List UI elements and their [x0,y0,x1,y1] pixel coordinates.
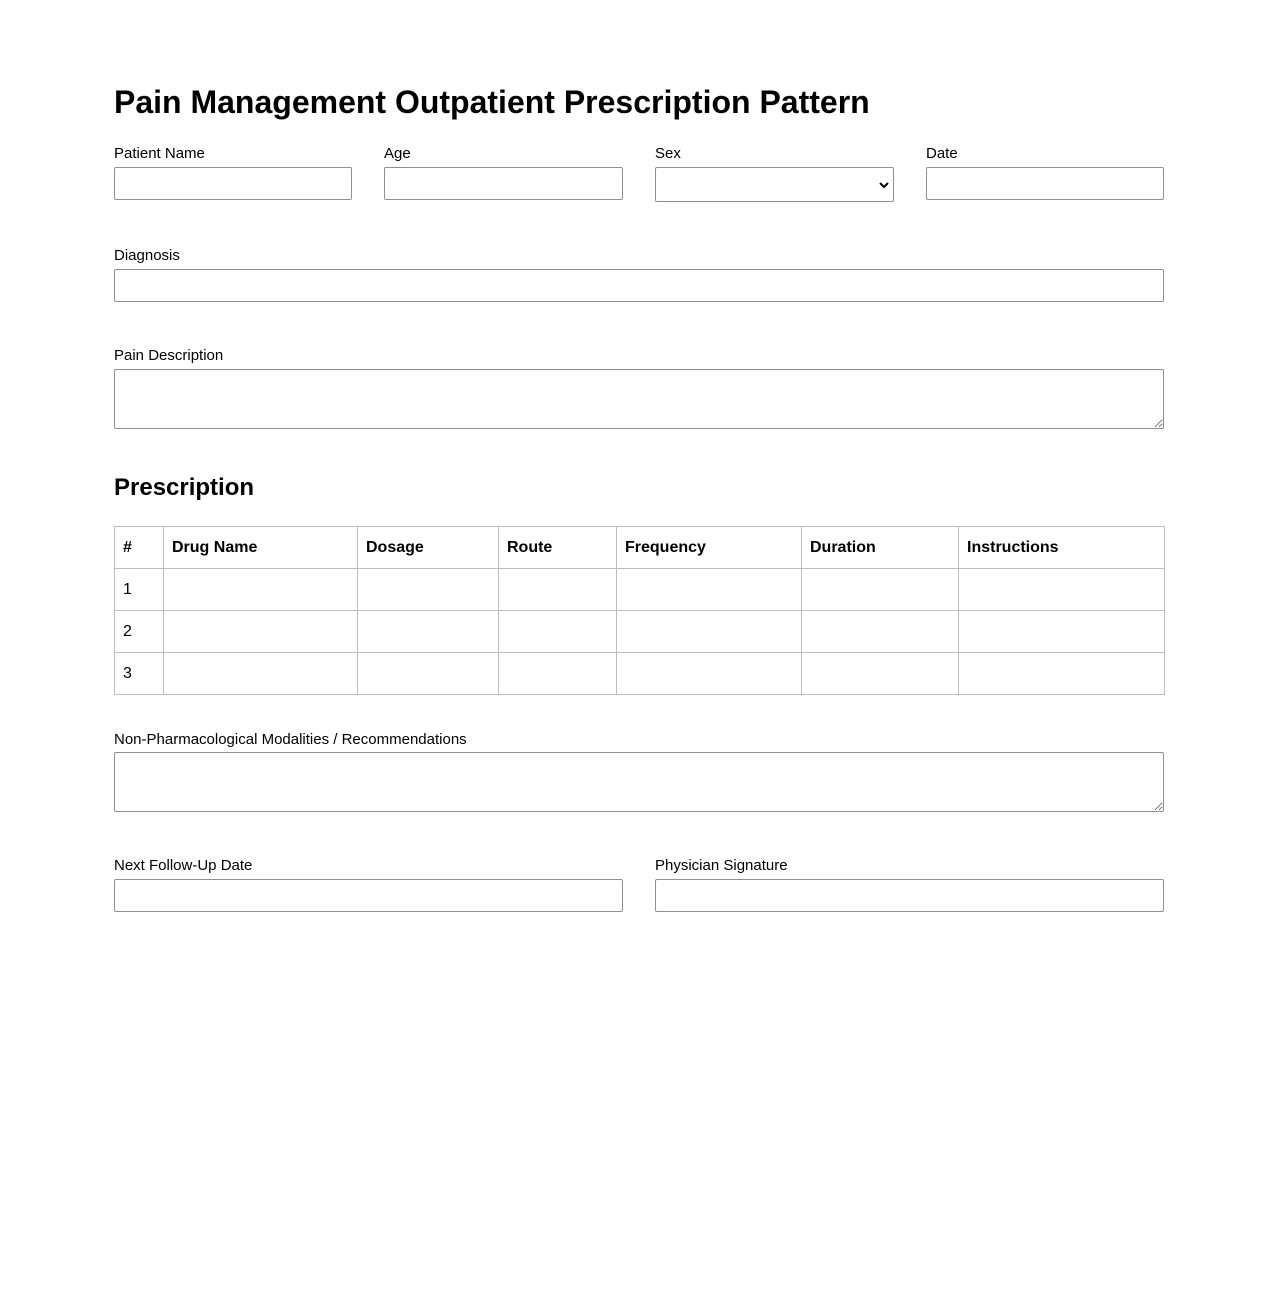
diagnosis-label: Diagnosis [114,247,180,264]
follow-up-date-label: Next Follow-Up Date [114,857,253,874]
duration-cell[interactable] [802,653,959,695]
dosage-cell[interactable] [358,611,499,653]
instructions-cell[interactable] [959,653,1165,695]
duration-cell[interactable] [802,569,959,611]
col-header-dosage: Dosage [358,527,499,569]
non-pharm-textarea[interactable] [114,752,1164,812]
dosage-cell[interactable] [358,653,499,695]
patient-name-input[interactable] [114,167,352,200]
physician-signature-label: Physician Signature [655,857,788,874]
age-label: Age [384,145,411,162]
route-cell[interactable] [499,569,617,611]
route-cell[interactable] [499,653,617,695]
duration-cell[interactable] [802,611,959,653]
col-header-route: Route [499,527,617,569]
frequency-cell[interactable] [617,569,802,611]
sex-select[interactable] [655,167,894,202]
date-input[interactable] [926,167,1164,200]
col-header-drug-name: Drug Name [164,527,358,569]
pain-description-label: Pain Description [114,347,224,364]
table-row [115,569,1165,611]
non-pharm-label: Non-Pharmacological Modalities / Recommendations [114,731,467,748]
instructions-cell[interactable] [959,569,1165,611]
row-number-cell: 3 [115,653,164,695]
row-number-cell: 2 [115,611,164,653]
prescription-heading: Prescription [114,474,255,501]
frequency-cell[interactable] [617,611,802,653]
patient-name-label: Patient Name [114,145,205,162]
prescription-header-row [115,527,1165,569]
frequency-cell[interactable] [617,653,802,695]
drug-name-cell[interactable] [164,611,358,653]
drug-name-cell[interactable] [164,653,358,695]
col-header-duration: Duration [802,527,959,569]
route-cell[interactable] [499,611,617,653]
follow-up-date-input[interactable] [114,879,623,912]
pain-description-textarea[interactable] [114,369,1164,429]
page-title: Pain Management Outpatient Prescription Pattern [114,84,870,120]
col-header-instructions: Instructions [959,527,1165,569]
prescription-table [114,526,1165,695]
date-label: Date [926,145,958,162]
drug-name-cell[interactable] [164,569,358,611]
instructions-cell[interactable] [959,611,1165,653]
physician-signature-input[interactable] [655,879,1164,912]
diagnosis-input[interactable] [114,269,1164,302]
age-input[interactable] [384,167,623,200]
col-header-number: # [115,527,164,569]
row-number-cell: 1 [115,569,164,611]
table-row [115,653,1165,695]
dosage-cell[interactable] [358,569,499,611]
table-row [115,611,1165,653]
col-header-frequency: Frequency [617,527,802,569]
sex-label: Sex [655,145,681,162]
